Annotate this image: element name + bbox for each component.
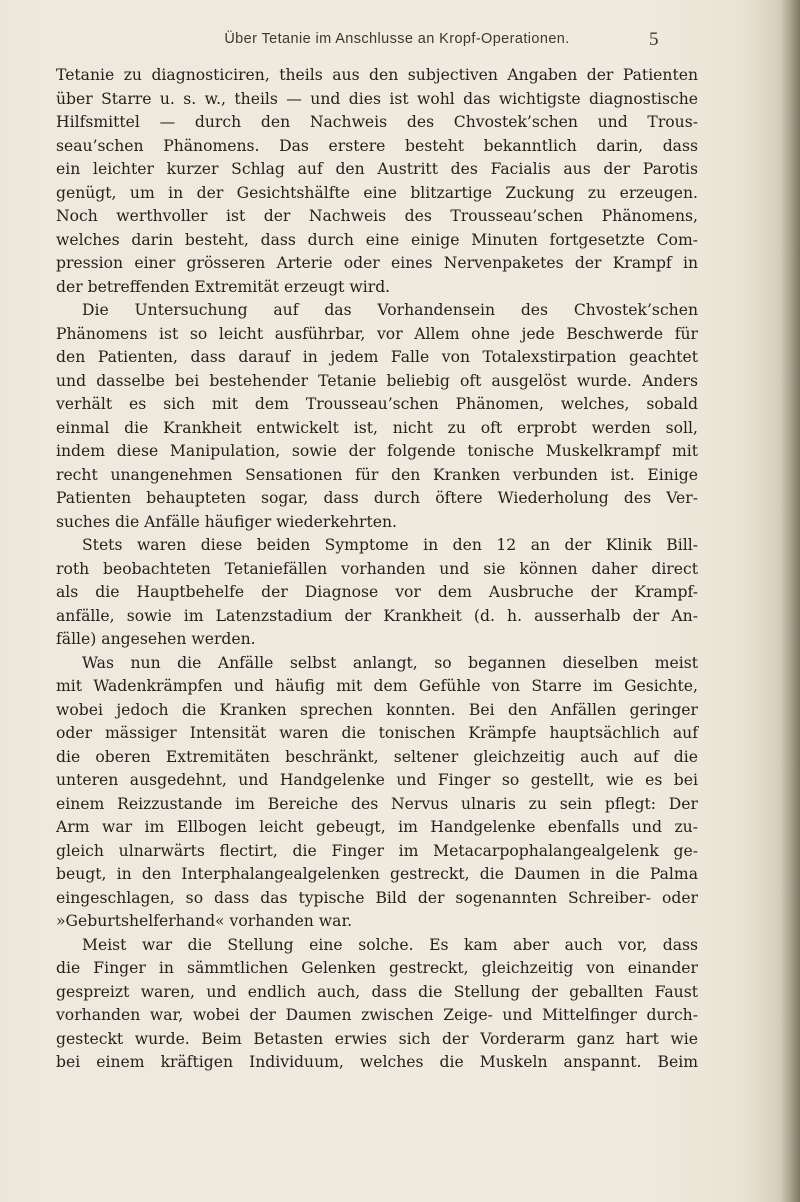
text-line: Hilfsmittel — durch den Nachweis des Chvostek’schen und Trous- [56, 113, 698, 131]
text-line: indem diese Manipulation, sowie der folgende tonische Muskelkrampf mit [56, 442, 698, 460]
text-line: einem Reizzustande im Bereiche des Nervus ulnaris zu sein pflegt: Der [56, 794, 698, 813]
text-line: anfälle, sowie im Latenzstadium der Krankheit (d. h. ausserhalb der An- [56, 606, 698, 625]
text-line: seau’schen Phänomens. Das erstere besteht bekanntlich darin, dass [56, 136, 698, 155]
text-line: gespreizt waren, und endlich auch, dass die Stellung der geballten Faust [56, 982, 698, 1001]
text-line: die oberen Extremitäten beschränkt, seltener gleichzeitig auch auf die [56, 747, 698, 766]
text-line: gleich ulnarwärts flectirt, die Finger im Metacarpophalangealgelenk ge- [56, 841, 698, 860]
text-line: roth beobachteten Tetaniefällen vorhanden und sie können daher direct [56, 559, 698, 578]
page-edge-shadow [780, 0, 800, 1202]
text-line: über Starre u. s. w., theils — und dies ist wohl das wichtigste diagnostische [56, 89, 698, 108]
text-line: recht unangenehmen Sensationen für den Kranken verbunden ist. Einige [56, 465, 698, 484]
text-line: beugt, in den Interphalangealgelenken gestreckt, die Daumen in die Palma [56, 865, 698, 883]
text-line: eingeschlagen, so dass das typische Bild der sogenannten Schreiber- oder [56, 888, 698, 907]
text-line: ein leichter kurzer Schlag auf den Austritt des Facialis aus der Parotis [56, 160, 698, 178]
text-line: Die Untersuchung auf das Vorhandensein des Chvostek’schen [82, 301, 698, 319]
text-line: vorhanden war, wobei der Daumen zwischen Zeige- und Mittelfinger durch- [56, 1006, 698, 1024]
text-line: und dasselbe bei bestehender Tetanie beliebig oft ausgelöst wurde. Anders [56, 371, 698, 390]
text-line: fälle) angesehen werden. [56, 630, 256, 648]
text-line: unteren ausgedehnt, und Handgelenke und Finger so gestellt, wie es bei [56, 771, 698, 789]
text-line: genügt, um in der Gesichtshälfte eine blitzartige Zuckung zu erzeugen. [56, 183, 698, 202]
text-line: suches die Anfälle häufiger wiederkehrten. [56, 512, 397, 531]
text-line: den Patienten, dass darauf in jedem Falle von Totalexstirpation geachtet [56, 348, 698, 366]
running-header: Über Tetanie im Anschlusse an Kropf-Operationen. [224, 31, 570, 47]
text-line: »Geburtshelferhand« vorhanden war. [56, 912, 353, 930]
text-line: Tetanie zu diagnosticiren, theils aus den subjectiven Angaben der Patienten [56, 66, 698, 84]
text-line: Meist war die Stellung eine solche. Es kam aber auch vor, dass [82, 935, 698, 954]
text-line: einmal die Krankheit entwickelt ist, nicht zu oft erprobt werden soll, [56, 418, 698, 437]
text-line: Noch werthvoller ist der Nachweis des Trousseau’schen Phänomens, [56, 207, 698, 225]
text-line: Was nun die Anfälle selbst anlangt, so begannen dieselben meist [82, 653, 698, 672]
page-number: 5 [649, 29, 659, 50]
text-line: welches darin besteht, dass durch eine einige Minuten fortgesetzte Com- [56, 230, 698, 249]
text-line: die Finger in sämmtlichen Gelenken gestreckt, gleichzeitig von einander [56, 959, 698, 977]
text-line: Arm war im Ellbogen leicht gebeugt, im Handgelenke ebenfalls und zu- [56, 818, 698, 836]
text-line: mit Wadenkrämpfen und häufig mit dem Gefühle von Starre im Gesichte, [56, 677, 698, 695]
text-line: Patienten behaupteten sogar, dass durch öftere Wiederholung des Ver- [56, 489, 698, 507]
text-line: pression einer grösseren Arterie oder eines Nervenpaketes der Krampf in [56, 254, 698, 272]
text-line: gesteckt wurde. Beim Betasten erwies sich der Vorderarm ganz hart wie [56, 1029, 698, 1048]
text-line: Stets waren diese beiden Symptome in den 12 an der Klinik Bill- [82, 536, 698, 554]
text-line: der betreffenden Extremität erzeugt wird. [56, 277, 391, 296]
text-line: bei einem kräftigen Individuum, welches die Muskeln anspannt. Beim [56, 1053, 698, 1071]
text-line: verhält es sich mit dem Trousseau’schen Phänomen, welches, sobald [56, 395, 698, 413]
text-line: Phänomens ist so leicht ausführbar, vor Allem ohne jede Beschwerde für [56, 324, 698, 343]
text-line: wobei jedoch die Kranken sprechen konnten. Bei den Anfällen geringer [56, 700, 698, 719]
text-line: oder mässiger Intensität waren die tonischen Krämpfe hauptsächlich auf [56, 724, 698, 742]
text-line: als die Hauptbehelfe der Diagnose vor dem Ausbruche der Krampf- [56, 583, 698, 601]
body-text [56, 64, 698, 1075]
